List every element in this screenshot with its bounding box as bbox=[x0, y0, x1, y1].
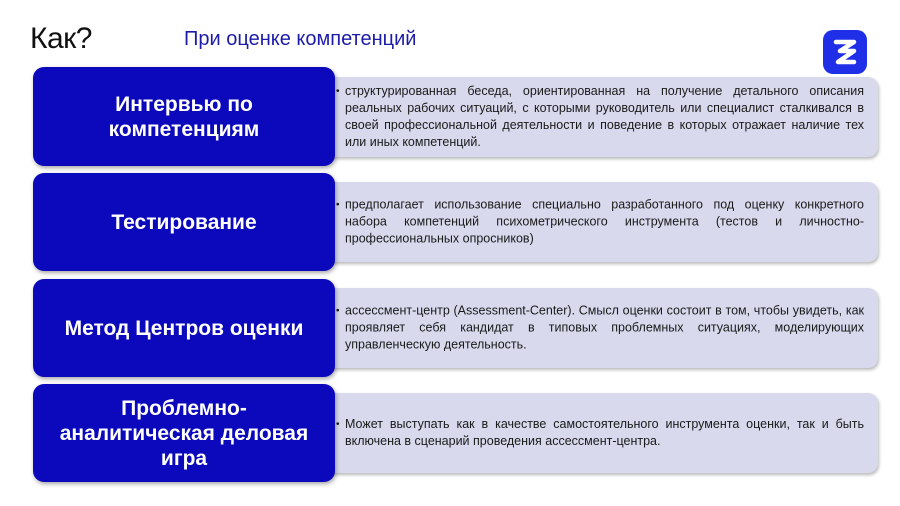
method-title-box bbox=[33, 384, 335, 482]
method-description: • предполагает использование специально разработанного под оценку конкретного набора компетенций психометрического инструмента (тестов и личностно-профессиональных опросников) bbox=[345, 197, 864, 248]
method-title: Интервью по компетенциям bbox=[108, 92, 260, 141]
method-row-assessment-center bbox=[33, 279, 878, 377]
method-description: • Может выступать как в качестве самостоятельного инструмента оценки, так и быть включена в сценарий проведения ассессмент-центра. bbox=[345, 416, 864, 450]
method-title: Проблемно-аналитическая деловая игра bbox=[59, 396, 309, 470]
method-description: • структурированная беседа, ориентированная на получение детального описания реальных рабочих ситуаций, с которыми руководитель или специалист сталкивался в своей профессиональной деятельности и поведение в которых отражает наличие тех или иных компетенций. bbox=[345, 83, 864, 151]
method-row-business-game bbox=[33, 384, 878, 482]
method-title-box bbox=[33, 173, 335, 271]
method-title-box bbox=[33, 279, 335, 377]
slide-subtitle: При оценке компетенций bbox=[184, 28, 417, 50]
method-description-box bbox=[323, 288, 878, 368]
method-description-box bbox=[323, 393, 878, 473]
method-title-box bbox=[33, 67, 335, 166]
method-title: Метод Центров оценки bbox=[64, 316, 304, 340]
method-row-testing bbox=[33, 173, 878, 271]
method-description-box bbox=[323, 182, 878, 262]
method-description-box bbox=[323, 77, 878, 157]
slide-title: Как? bbox=[30, 22, 92, 55]
method-title: Тестирование bbox=[111, 210, 257, 234]
method-row-interview bbox=[33, 67, 878, 166]
method-description: • ассессмент-центр (Assessment-Center). Смысл оценки состоит в том, чтобы увидеть, как проявляет себя кандидат в типовых проблемных ситуациях, моделирующих управленческую деятельность. bbox=[345, 303, 864, 354]
